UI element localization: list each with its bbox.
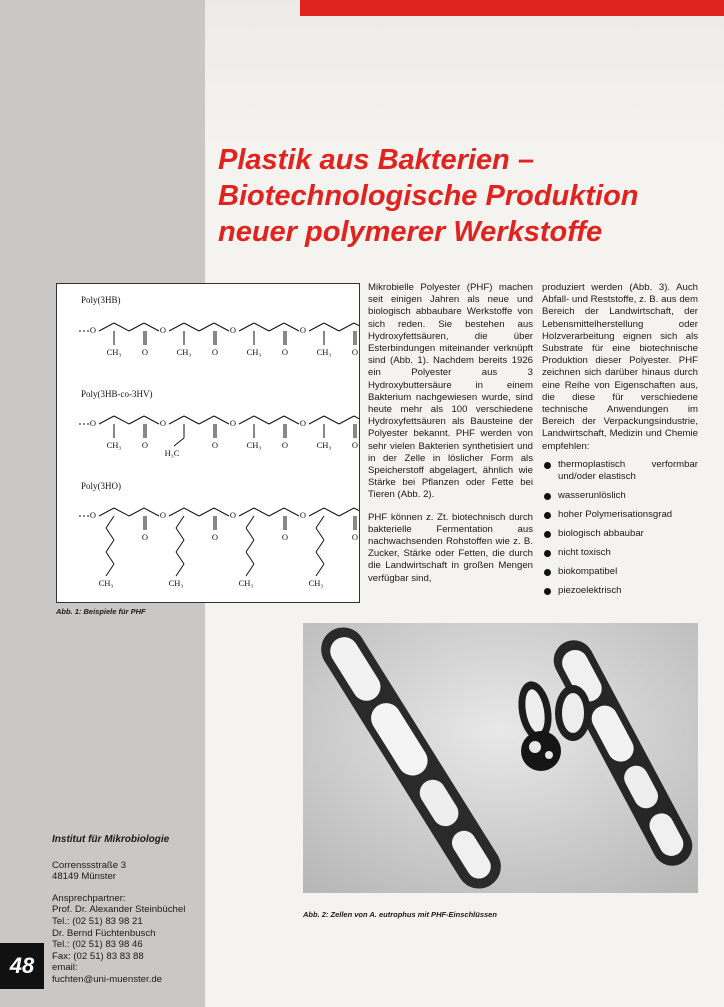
list-item: hoher Polymerisationsgrad — [542, 509, 698, 521]
contact-line: Tel.: (02 51) 83 98 46 — [52, 939, 143, 951]
figure-label: Poly(3HB-co-3HV) — [81, 389, 153, 399]
contact-line: Ansprechpartner: — [52, 892, 126, 904]
atom-label: O — [141, 532, 149, 542]
paragraph: Mikrobielle Polyester (PHF) machen seit einigen Jahren als neue und biologisch abbaubare Werkstoffe von sich reden. Sie bestehen aus Hydroxyfettsäuren, die über Esterbindungen miteinander verknüpft sind (Abb. 1). Nachdem bereits 1926 ein Polyester aus 3 Hydroxybuttersäure in einem Bakterium nachgewiesen wurde, sind heute mehr als 100 verschiedene Hydroxyfettsäuren als Bausteine der Polyester bekannt. PHF werden von sehr vielen Bakterien synthetisiert und in der Zelle in löslicher Form als Speicherstoff abgelagert, ähnlich wie Stärke bei Pflanzen oder Fette bei Tieren (Abb. 2). — [368, 282, 533, 501]
atom-label: CH₃ — [246, 347, 262, 357]
micrograph-image — [303, 623, 698, 893]
atom-label: O — [281, 347, 289, 357]
address-street: Correnssstraße 3 — [52, 859, 127, 871]
atom-label: O — [89, 418, 97, 428]
list-item: thermoplastisch verformbar und/oder elastisch — [542, 459, 698, 483]
atom-label: O — [351, 532, 359, 542]
contact-line: Prof. Dr. Alexander Steinbüchel — [52, 904, 186, 916]
atom-label: CH₃ — [308, 578, 324, 588]
figure-structures — [56, 283, 360, 603]
contact-person-list — [52, 893, 202, 986]
atom-label: O — [89, 510, 97, 520]
atom-label: O — [299, 418, 307, 428]
paragraph: PHF können z. Zt. biotechnisch durch bakterielle Fermentation aus nachwachsenden Rohstoffen wie z. B. Zucker, Stärke oder Fetten, die durch die Landwirtschaft in großen Mengen verfügbar sind, — [368, 511, 533, 584]
address — [52, 860, 202, 883]
atom-label: O — [351, 440, 359, 450]
atom-label: O — [141, 440, 149, 450]
atom-label: O — [211, 532, 219, 542]
figure-label: Poly(3HB) — [81, 295, 121, 305]
contact-line: Fax: (02 51) 83 83 88 — [52, 950, 144, 962]
atom-label: CH₃ — [106, 347, 122, 357]
atom-label: O — [229, 510, 237, 520]
title-line: Plastik aus Bakterien – — [218, 144, 534, 176]
header-background — [205, 0, 724, 150]
property-list — [542, 459, 698, 597]
atom-label: CH₃ — [106, 440, 122, 450]
page-number: 48 — [0, 943, 44, 989]
contact-line: Dr. Bernd Füchtenbusch — [52, 927, 156, 939]
institute-name: Institut für Mikrobiologie — [52, 834, 170, 845]
figure2-caption: Abb. 2: Zellen von A. eutrophus mit PHF-Einschlüssen — [303, 910, 497, 919]
atom-label: CH₃ — [316, 347, 332, 357]
atom-label: O — [351, 347, 359, 357]
micrograph-photo — [303, 623, 698, 893]
title-line: neuer polymerer Werkstoffe — [218, 216, 603, 248]
address-city: 48149 Münster — [52, 871, 116, 883]
atom-label: CH₃ — [238, 578, 254, 588]
figure-label: Poly(3HO) — [81, 481, 121, 491]
atom-label: CH₃ — [246, 440, 262, 450]
text-column-2 — [542, 282, 698, 604]
atom-label: CH₃ — [98, 578, 114, 588]
title-line: Biotechnologische Produktion — [218, 180, 639, 212]
atom-label: O — [159, 510, 167, 520]
email-address[interactable]: fuchten@uni-muenster.de — [52, 973, 163, 985]
contact-line: email: — [52, 962, 78, 974]
list-item: biologisch abbaubar — [542, 528, 698, 540]
list-item: biokompatibel — [542, 566, 698, 578]
contact-line: Tel.: (02 51) 83 98 21 — [52, 915, 143, 927]
list-item: wasserunlöslich — [542, 490, 698, 502]
list-item: nicht toxisch — [542, 547, 698, 559]
atom-label: O — [159, 418, 167, 428]
atom-label: CH₃ — [316, 440, 332, 450]
atom-label: CH₃ — [168, 578, 184, 588]
paragraph: produziert werden (Abb. 3). Auch Abfall- und Reststoffe, z. B. aus dem Bereich der Landwirtschaft, der Lebensmittelherstellung oder Holzverarbeitung eignen sich als Substrate für eine biotechnische Produktion dieser Polyester. PHF zeichnen sich darüber hinaus durch eine Reihe von Eigenschaften aus, die diese für verschiedene technische Anwendungen im Bereich der Verpackungsindustrie, Landwirtschaft, Medizin und Chemie empfehlen: — [542, 282, 698, 452]
atom-label: O — [281, 440, 289, 450]
atom-label: O — [299, 325, 307, 335]
atom-label: O — [211, 440, 219, 450]
atom-label: O — [141, 347, 149, 357]
atom-label: O — [299, 510, 307, 520]
atom-label: O — [229, 418, 237, 428]
article-title — [218, 142, 718, 250]
accent-strip — [300, 0, 724, 16]
atom-label: O — [211, 347, 219, 357]
atom-label: CH₃ — [176, 347, 192, 357]
atom-label: O — [159, 325, 167, 335]
atom-label: H₃C — [164, 448, 180, 458]
text-column-1 — [368, 282, 533, 595]
structure-drawing — [57, 284, 359, 602]
atom-label: O — [229, 325, 237, 335]
contact-block — [52, 834, 202, 986]
list-item: piezoelektrisch — [542, 585, 698, 597]
figure1-caption: Abb. 1: Beispiele für PHF — [56, 607, 146, 616]
atom-label: O — [281, 532, 289, 542]
atom-label: O — [89, 325, 97, 335]
